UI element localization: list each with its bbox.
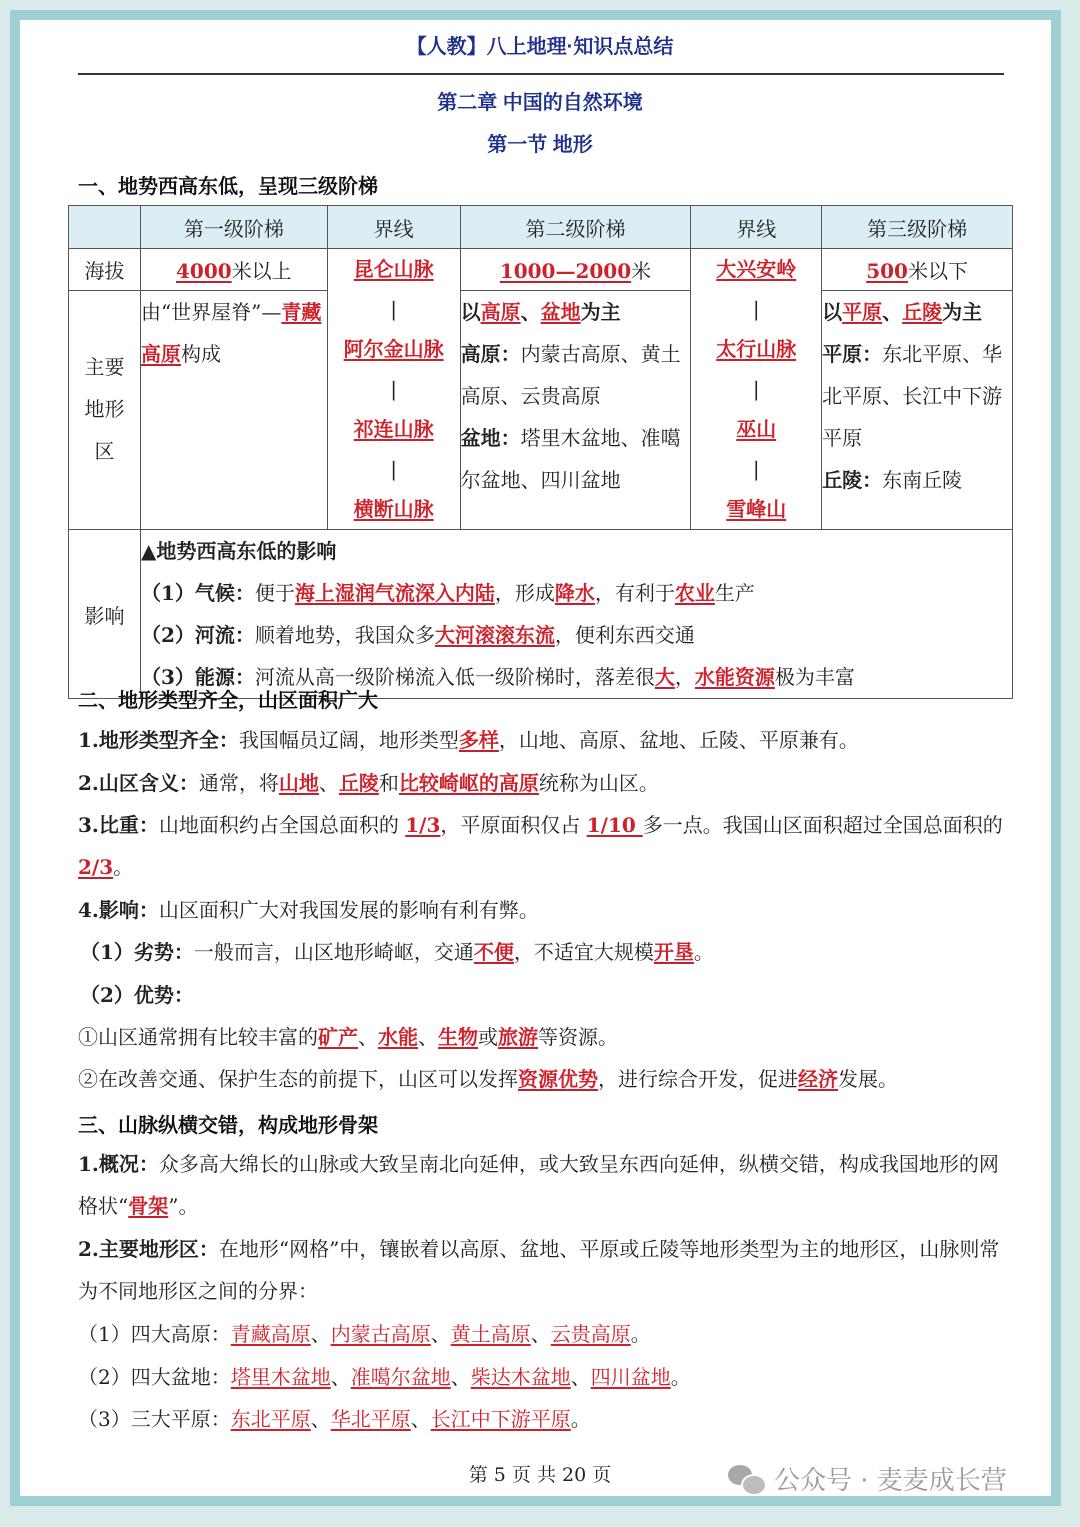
part2-advantage-label: （2）优势： [80,983,194,1007]
part2-disadvantage: （1）劣势：一般而言，山区地形崎岖，交通不便，不适宜大规模开垦。 [80,940,714,964]
mountain-name: 横断山脉 [353,497,434,521]
plateau-item: 青藏高原 [230,1322,311,1346]
part2-item4: 4.影响：山区面积广大对我国发展的影响有利有弊。 [78,898,539,922]
separator-line: | [390,297,398,321]
part3-item1: 1.概况：众多高大绵长的山脉或大致呈南北向延伸，或大致呈东西向延伸，纵横交错，构成我国地形的网格状“骨架”。 [78,1152,999,1218]
influence-climate: （1）气候：便于海上湿润气流深入内陆，形成降水，有利于农业生产 [140,581,755,605]
mountain-name: 巫山 [736,417,777,441]
section-title: 第一节 地形 [487,134,593,156]
boundary2-mountains [691,249,821,529]
watermark [728,1460,1007,1497]
mountain-name: 祁连山脉 [353,417,434,441]
header-boundary1: 界线 [327,206,460,249]
part1-heading: 一、地势西高东低，呈现三级阶梯 [78,176,378,198]
basins-list: （2）四大盆地：塔里木盆地、准噶尔盆地、柴达木盆地、四川盆地。 [78,1365,691,1389]
boundary1-mountains [328,249,460,529]
mountain-name: 大兴安岭 [716,257,797,281]
plateau-item: 内蒙古高原 [330,1322,431,1346]
influence-row [69,530,1013,699]
chapter-title: 第二章 中国的自然环境 [437,92,643,114]
separator-line: | [390,457,398,481]
header-boundary2: 界线 [691,206,822,249]
terrain-row [69,291,1013,530]
part2-item3: 3.比重：山地面积约占全国总面积的 1/3，平原面积仅占 1/10 多一点。我国山区面积超过全国总面积的 2/3。 [78,813,1003,879]
title-divider [78,73,1004,75]
mountain-name: 太行山脉 [716,337,797,361]
plains-list: （3）三大平原：东北平原、华北平原、长江中下游平原。 [78,1407,591,1431]
part2-item2: 2.山区含义：通常，将山地、丘陵和比较崎岖的高原统称为山区。 [78,771,659,795]
header-step2: 第二级阶梯 [460,206,691,249]
plateau-item: 云贵高原 [550,1322,631,1346]
mountain-name: 阿尔金山脉 [343,337,444,361]
step2-altitude: 1000—2000米 [460,249,691,291]
plain-item: 长江中下游平原 [430,1407,571,1431]
separator-line: | [752,297,760,321]
step2-terrain: 以高原、盆地为主 高原：内蒙古高原、黄土高原、云贵高原 盆地：塔里木盆地、准噶尔盆地、四川盆地 [460,291,691,530]
separator-line: | [752,457,760,481]
part2-advantage1: ①山区通常拥有比较丰富的矿产、水能、生物或旅游等资源。 [78,1025,618,1049]
part2-heading: 二、地形类型齐全，山区面积广大 [78,690,378,712]
step1-terrain: 由“世界屋脊”—青藏高原构成 [140,291,327,530]
plain-item: 华北平原 [330,1407,411,1431]
part2-advantage2: ②在改善交通、保护生态的前提下，山区可以发挥资源优势，进行综合开发，促进经济发展。 [78,1067,898,1091]
separator-line: | [752,377,760,401]
influence-river: （2）河流：顺着地势，我国众多大河滚滚东流，便利东西交通 [140,623,695,647]
part3-heading: 三、山脉纵横交错，构成地形骨架 [78,1115,378,1137]
step1-altitude: 4000米以上 [140,249,327,291]
mountain-name: 雪峰山 [726,497,787,521]
header-step3: 第三级阶梯 [822,206,1013,249]
document-title: 【人教】八上地理·知识点总结 [406,36,674,58]
boundary2-cell [691,249,822,530]
separator-line: | [390,377,398,401]
influence-energy: （3）能源：河流从高一级阶梯流入低一级阶梯时，落差很大，水能资源极为丰富 [140,665,855,689]
basin-item: 柴达木盆地 [470,1365,571,1389]
mountain-name: 昆仑山脉 [353,257,434,281]
part3-item2: 2.主要地形区：在地形“网格”中，镶嵌着以高原、盆地、平原或丘陵等地形类型为主的地形区，山脉则常为不同地形区之间的分界： [78,1237,1000,1303]
altitude-row [69,249,1013,291]
basin-item: 塔里木盆地 [230,1365,331,1389]
plateau-item: 黄土高原 [450,1322,531,1346]
header-empty [69,206,141,249]
basin-item: 准噶尔盆地 [350,1365,451,1389]
influence-label: 影响 [69,530,141,699]
basin-item: 四川盆地 [590,1365,671,1389]
terrain-label: 主要地形区 [69,291,141,530]
boundary1-cell [327,249,460,530]
influence-content [140,530,1012,699]
plain-item: 东北平原 [230,1407,311,1431]
wechat-icon [728,1463,766,1495]
part2-item1: 1.地形类型齐全：我国幅员辽阔，地形类型多样，山地、高原、盆地、丘陵、平原兼有。 [78,728,859,752]
altitude-label: 海拔 [69,249,141,291]
step3-terrain: 以平原、丘陵为主 平原：东北平原、华北平原、长江中下游平原 丘陵：东南丘陵 [822,291,1013,530]
page-number: 第 5 页 共 20 页 [468,1464,612,1486]
plateaus-list: （1）四大高原：青藏高原、内蒙古高原、黄土高原、云贵高原。 [78,1322,651,1346]
table-header-row [69,206,1013,249]
header-step1: 第一级阶梯 [140,206,327,249]
terrain-steps-table [68,205,1013,699]
influence-title: ▲地势西高东低的影响 [140,539,337,563]
watermark-text: 公众号 · 麦麦成长营 [774,1466,1007,1496]
step3-altitude: 500米以下 [822,249,1013,291]
